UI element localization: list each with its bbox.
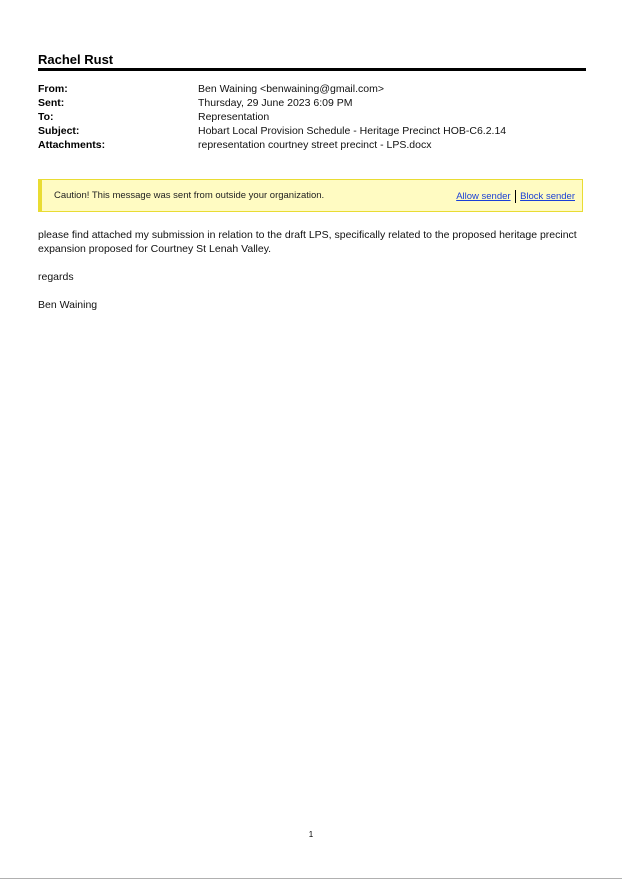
subject-value: Hobart Local Provision Schedule - Heritage Precinct HOB-C6.2.14	[198, 125, 507, 137]
header-row-to	[38, 110, 586, 124]
sent-label: Sent:	[38, 97, 65, 109]
to-value: Representation	[198, 111, 270, 123]
closing-text: regards	[38, 271, 74, 283]
signature-name: Ben Waining	[38, 299, 98, 311]
from-label: From:	[38, 83, 68, 95]
page-number: 1	[308, 830, 314, 839]
header-row-attachments	[38, 138, 586, 152]
header-row-subject	[38, 124, 586, 138]
sender-actions	[456, 190, 575, 203]
page-bottom-edge	[0, 878, 622, 879]
subject-label: Subject:	[38, 125, 80, 137]
body-paragraph: please find attached my submission in relation to the draft LPS, specifically related to the proposed heritage precinct expansion proposed for Courtney St Lenah Valley.	[38, 229, 577, 255]
sent-value: Thursday, 29 June 2023 6:09 PM	[198, 97, 353, 109]
allow-sender-link[interactable]: Allow sender	[456, 191, 511, 202]
block-sender-link[interactable]: Block sender	[520, 191, 575, 202]
attachment-link[interactable]: representation courtney street precinct - LPS.docx	[198, 139, 432, 151]
link-separator	[515, 190, 517, 203]
header-divider	[38, 68, 586, 71]
attachments-label: Attachments:	[38, 139, 106, 151]
caution-message: Caution! This message was sent from outside your organization.	[54, 190, 325, 201]
to-label: To:	[38, 111, 54, 123]
external-sender-banner	[38, 179, 583, 212]
email-headers	[38, 82, 586, 152]
from-value: Ben Waining <benwaining@gmail.com>	[198, 83, 384, 95]
email-body	[38, 228, 590, 326]
header-row-from	[38, 82, 586, 96]
header-row-sent	[38, 96, 586, 110]
mailbox-owner-name: Rachel Rust	[38, 52, 114, 67]
